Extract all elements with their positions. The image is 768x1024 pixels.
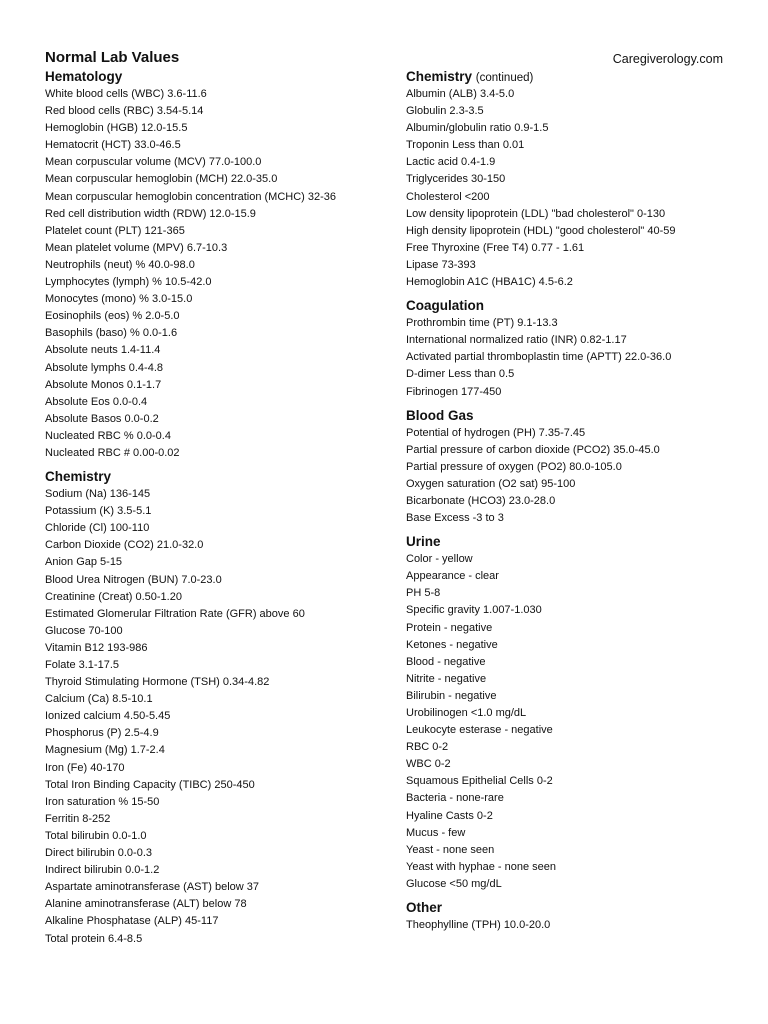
lab-value-item: WBC 0-2 [406, 758, 451, 771]
lab-value-item: Partial pressure of carbon dioxide (PCO2) 35.0-45.0 [406, 443, 660, 456]
lab-value-item: Prothrombin time (PT) 9.1-13.3 [406, 317, 558, 330]
page-title: Normal Lab Values [45, 49, 180, 66]
lab-value-item: Basophils (baso) % 0.0-1.6 [45, 327, 178, 340]
lab-value-item: Triglycerides 30-150 [406, 173, 506, 186]
section-title: Coagulation [406, 298, 484, 314]
section-list-chemistry [45, 486, 395, 948]
section-heading-hematology [45, 68, 395, 86]
lab-value-item: Iron saturation % 15-50 [45, 795, 160, 808]
lab-value-item: Hemoglobin A1C (HBA1C) 4.5-6.2 [406, 276, 573, 289]
lab-value-item: Absolute neuts 1.4-11.4 [45, 344, 161, 357]
lab-value-item: Partial pressure of oxygen (PO2) 80.0-105.0 [406, 460, 622, 473]
lab-value-item: Magnesium (Mg) 1.7-2.4 [45, 744, 165, 757]
lab-value-item: Alanine aminotransferase (ALT) below 78 [45, 898, 247, 911]
section-title: Urine [406, 534, 441, 550]
lab-value-item: Mucus - few [406, 826, 466, 839]
section-title: Chemistry [45, 469, 112, 485]
section-heading-urine [406, 533, 751, 551]
lab-value-item: White blood cells (WBC) 3.6-11.6 [45, 88, 207, 100]
lab-value-item: Low density lipoprotein (LDL) "bad cholesterol" 0-130 [406, 207, 666, 220]
lab-value-item: High density lipoprotein (HDL) "good cholesterol" 40-59 [406, 224, 676, 237]
section-note: (continued) [475, 72, 534, 84]
lab-value-item: Albumin/globulin ratio 0.9-1.5 [406, 122, 549, 135]
lab-value-item: Total protein 6.4-8.5 [45, 932, 143, 945]
section-heading-coagulation [406, 297, 751, 315]
lab-value-item: Indirect bilirubin 0.0-1.2 [45, 864, 160, 877]
section-title: Blood Gas [406, 407, 474, 423]
lab-value-item: International normalized ratio (INR) 0.82-1.17 [406, 334, 627, 347]
lab-value-item: Mean corpuscular hemoglobin (MCH) 22.0-35.0 [45, 173, 278, 186]
lab-value-item: Calcium (Ca) 8.5-10.1 [45, 693, 153, 706]
lab-value-item: Blood Urea Nitrogen (BUN) 7.0-23.0 [45, 573, 222, 586]
lab-value-item: Free Thyroxine (Free T4) 0.77 - 1.61 [406, 241, 585, 254]
lab-value-item: Specific gravity 1.007-1.030 [406, 604, 542, 617]
lab-value-item: RBC 0-2 [406, 741, 449, 754]
lab-value-item: Nucleated RBC # 0.00-0.02 [45, 446, 180, 459]
section-heading-chemistry [406, 68, 751, 86]
lab-value-item: Direct bilirubin 0.0-0.3 [45, 847, 152, 860]
section-list-hematology [45, 86, 395, 462]
lab-value-item: Activated partial thromboplastin time (APTT) 22.0-36.0 [406, 351, 672, 364]
lab-value-item: Urobilinogen <1.0 mg/dL [406, 707, 527, 719]
section-list-blood-gas [406, 425, 751, 528]
section-list-urine [406, 551, 751, 893]
lab-value-item: Platelet count (PLT) 121-365 [45, 224, 185, 237]
lab-value-item: Protein - negative [406, 621, 493, 634]
lab-value-item: Absolute lymphs 0.4-4.8 [45, 361, 164, 374]
lab-value-item: Bilirubin - negative [406, 689, 497, 702]
lab-value-item: Lymphocytes (lymph) % 10.5-42.0 [45, 276, 212, 289]
lab-value-item: Color - yellow [406, 553, 473, 566]
lab-value-item: Blood - negative [406, 655, 486, 668]
lab-value-item: Hemoglobin (HGB) 12.0-15.5 [45, 122, 188, 135]
lab-value-item: D-dimer Less than 0.5 [406, 368, 515, 381]
section-list-chemistry [406, 86, 751, 291]
lab-value-item: Red cell distribution width (RDW) 12.0-15.9 [45, 207, 256, 220]
lab-value-item: Absolute Monos 0.1-1.7 [45, 378, 162, 391]
lab-value-item: Ferritin 8-252 [45, 812, 111, 825]
lab-value-item: Iron (Fe) 40-170 [45, 761, 125, 774]
section-heading-chemistry [45, 468, 395, 486]
lab-value-item: Total Iron Binding Capacity (TIBC) 250-450 [45, 778, 255, 791]
lab-value-item: Nucleated RBC % 0.0-0.4 [45, 429, 171, 442]
lab-value-item: Estimated Glomerular Filtration Rate (GFR) above 60 [45, 607, 305, 620]
lab-value-item: Carbon Dioxide (CO2) 21.0-32.0 [45, 539, 204, 552]
lab-value-item: Glucose <50 mg/dL [406, 877, 502, 890]
lab-value-item: Bacteria - none-rare [406, 792, 504, 805]
site-name: Caregiverology.com [612, 52, 723, 66]
section-list-other [406, 917, 751, 934]
left-column [45, 68, 395, 954]
lab-value-item: Neutrophils (neut) % 40.0-98.0 [45, 258, 195, 271]
lab-value-item: Mean corpuscular volume (MCV) 77.0-100.0 [45, 156, 262, 169]
section-heading-blood-gas [406, 407, 751, 425]
lab-value-item: Squamous Epithelial Cells 0-2 [406, 775, 553, 788]
lab-value-item: Hematocrit (HCT) 33.0-46.5 [45, 139, 181, 152]
lab-value-item: Cholesterol <200 [406, 190, 490, 203]
lab-value-item: Globulin 2.3-3.5 [406, 105, 484, 118]
lab-value-item: Chloride (Cl) 100-110 [45, 522, 150, 535]
lab-value-item: Mean platelet volume (MPV) 6.7-10.3 [45, 241, 228, 254]
lab-value-item: Mean corpuscular hemoglobin concentration (MCHC) 32-36 [45, 190, 337, 203]
lab-value-item: Potassium (K) 3.5-5.1 [45, 505, 152, 518]
lab-value-item: Red blood cells (RBC) 3.54-5.14 [45, 105, 204, 118]
lab-value-item: Leukocyte esterase - negative [406, 724, 553, 737]
lab-value-item: Base Excess -3 to 3 [406, 512, 504, 525]
lab-value-item: Oxygen saturation (O2 sat) 95-100 [406, 477, 576, 490]
lab-value-item: Bicarbonate (HCO3) 23.0-28.0 [406, 494, 556, 507]
lab-value-item: Potential of hydrogen (PH) 7.35-7.45 [406, 426, 586, 439]
lab-value-item: Albumin (ALB) 3.4-5.0 [406, 88, 515, 100]
section-heading-other [406, 899, 751, 917]
lab-value-item: Phosphorus (P) 2.5-4.9 [45, 727, 159, 740]
lab-value-item: Nitrite - negative [406, 672, 487, 685]
lab-value-item: Ionized calcium 4.50-5.45 [45, 710, 171, 723]
lab-value-item: Lipase 73-393 [406, 258, 476, 271]
lab-value-item: Vitamin B12 193-986 [45, 641, 148, 654]
lab-value-item: Monocytes (mono) % 3.0-15.0 [45, 293, 193, 306]
lab-value-item: Yeast - none seen [406, 843, 495, 856]
lab-value-item: Total bilirubin 0.0-1.0 [45, 829, 147, 842]
lab-value-item: Appearance - clear [406, 570, 499, 583]
lab-value-item: Lactic acid 0.4-1.9 [406, 156, 496, 169]
section-list-coagulation [406, 315, 751, 400]
lab-value-item: Aspartate aminotransferase (AST) below 37 [45, 881, 259, 894]
lab-value-item: Troponin Less than 0.01 [406, 139, 525, 152]
lab-value-item: Yeast with hyphae - none seen [406, 860, 557, 873]
section-title: Chemistry [406, 69, 473, 84]
right-column [406, 68, 751, 940]
lab-value-item: Thyroid Stimulating Hormone (TSH) 0.34-4.82 [45, 676, 270, 689]
lab-value-item: Glucose 70-100 [45, 624, 123, 637]
lab-value-item: Eosinophils (eos) % 2.0-5.0 [45, 310, 180, 323]
lab-value-item: Fibrinogen 177-450 [406, 385, 502, 398]
section-title: Other [406, 900, 443, 916]
lab-value-item: Hyaline Casts 0-2 [406, 809, 493, 822]
lab-value-item: Anion Gap 5-15 [45, 556, 123, 569]
lab-value-item: Theophylline (TPH) 10.0-20.0 [406, 919, 551, 932]
lab-value-item: Folate 3.1-17.5 [45, 659, 119, 671]
lab-value-item: PH 5-8 [406, 587, 441, 600]
lab-value-item: Alkaline Phosphatase (ALP) 45-117 [45, 915, 219, 928]
lab-value-item: Ketones - negative [406, 638, 498, 651]
lab-value-item: Creatinine (Creat) 0.50-1.20 [45, 590, 182, 603]
lab-value-item: Absolute Eos 0.0-0.4 [45, 395, 148, 408]
lab-value-item: Absolute Basos 0.0-0.2 [45, 412, 159, 425]
lab-value-item: Sodium (Na) 136-145 [45, 488, 151, 501]
section-title: Hematology [45, 69, 123, 84]
